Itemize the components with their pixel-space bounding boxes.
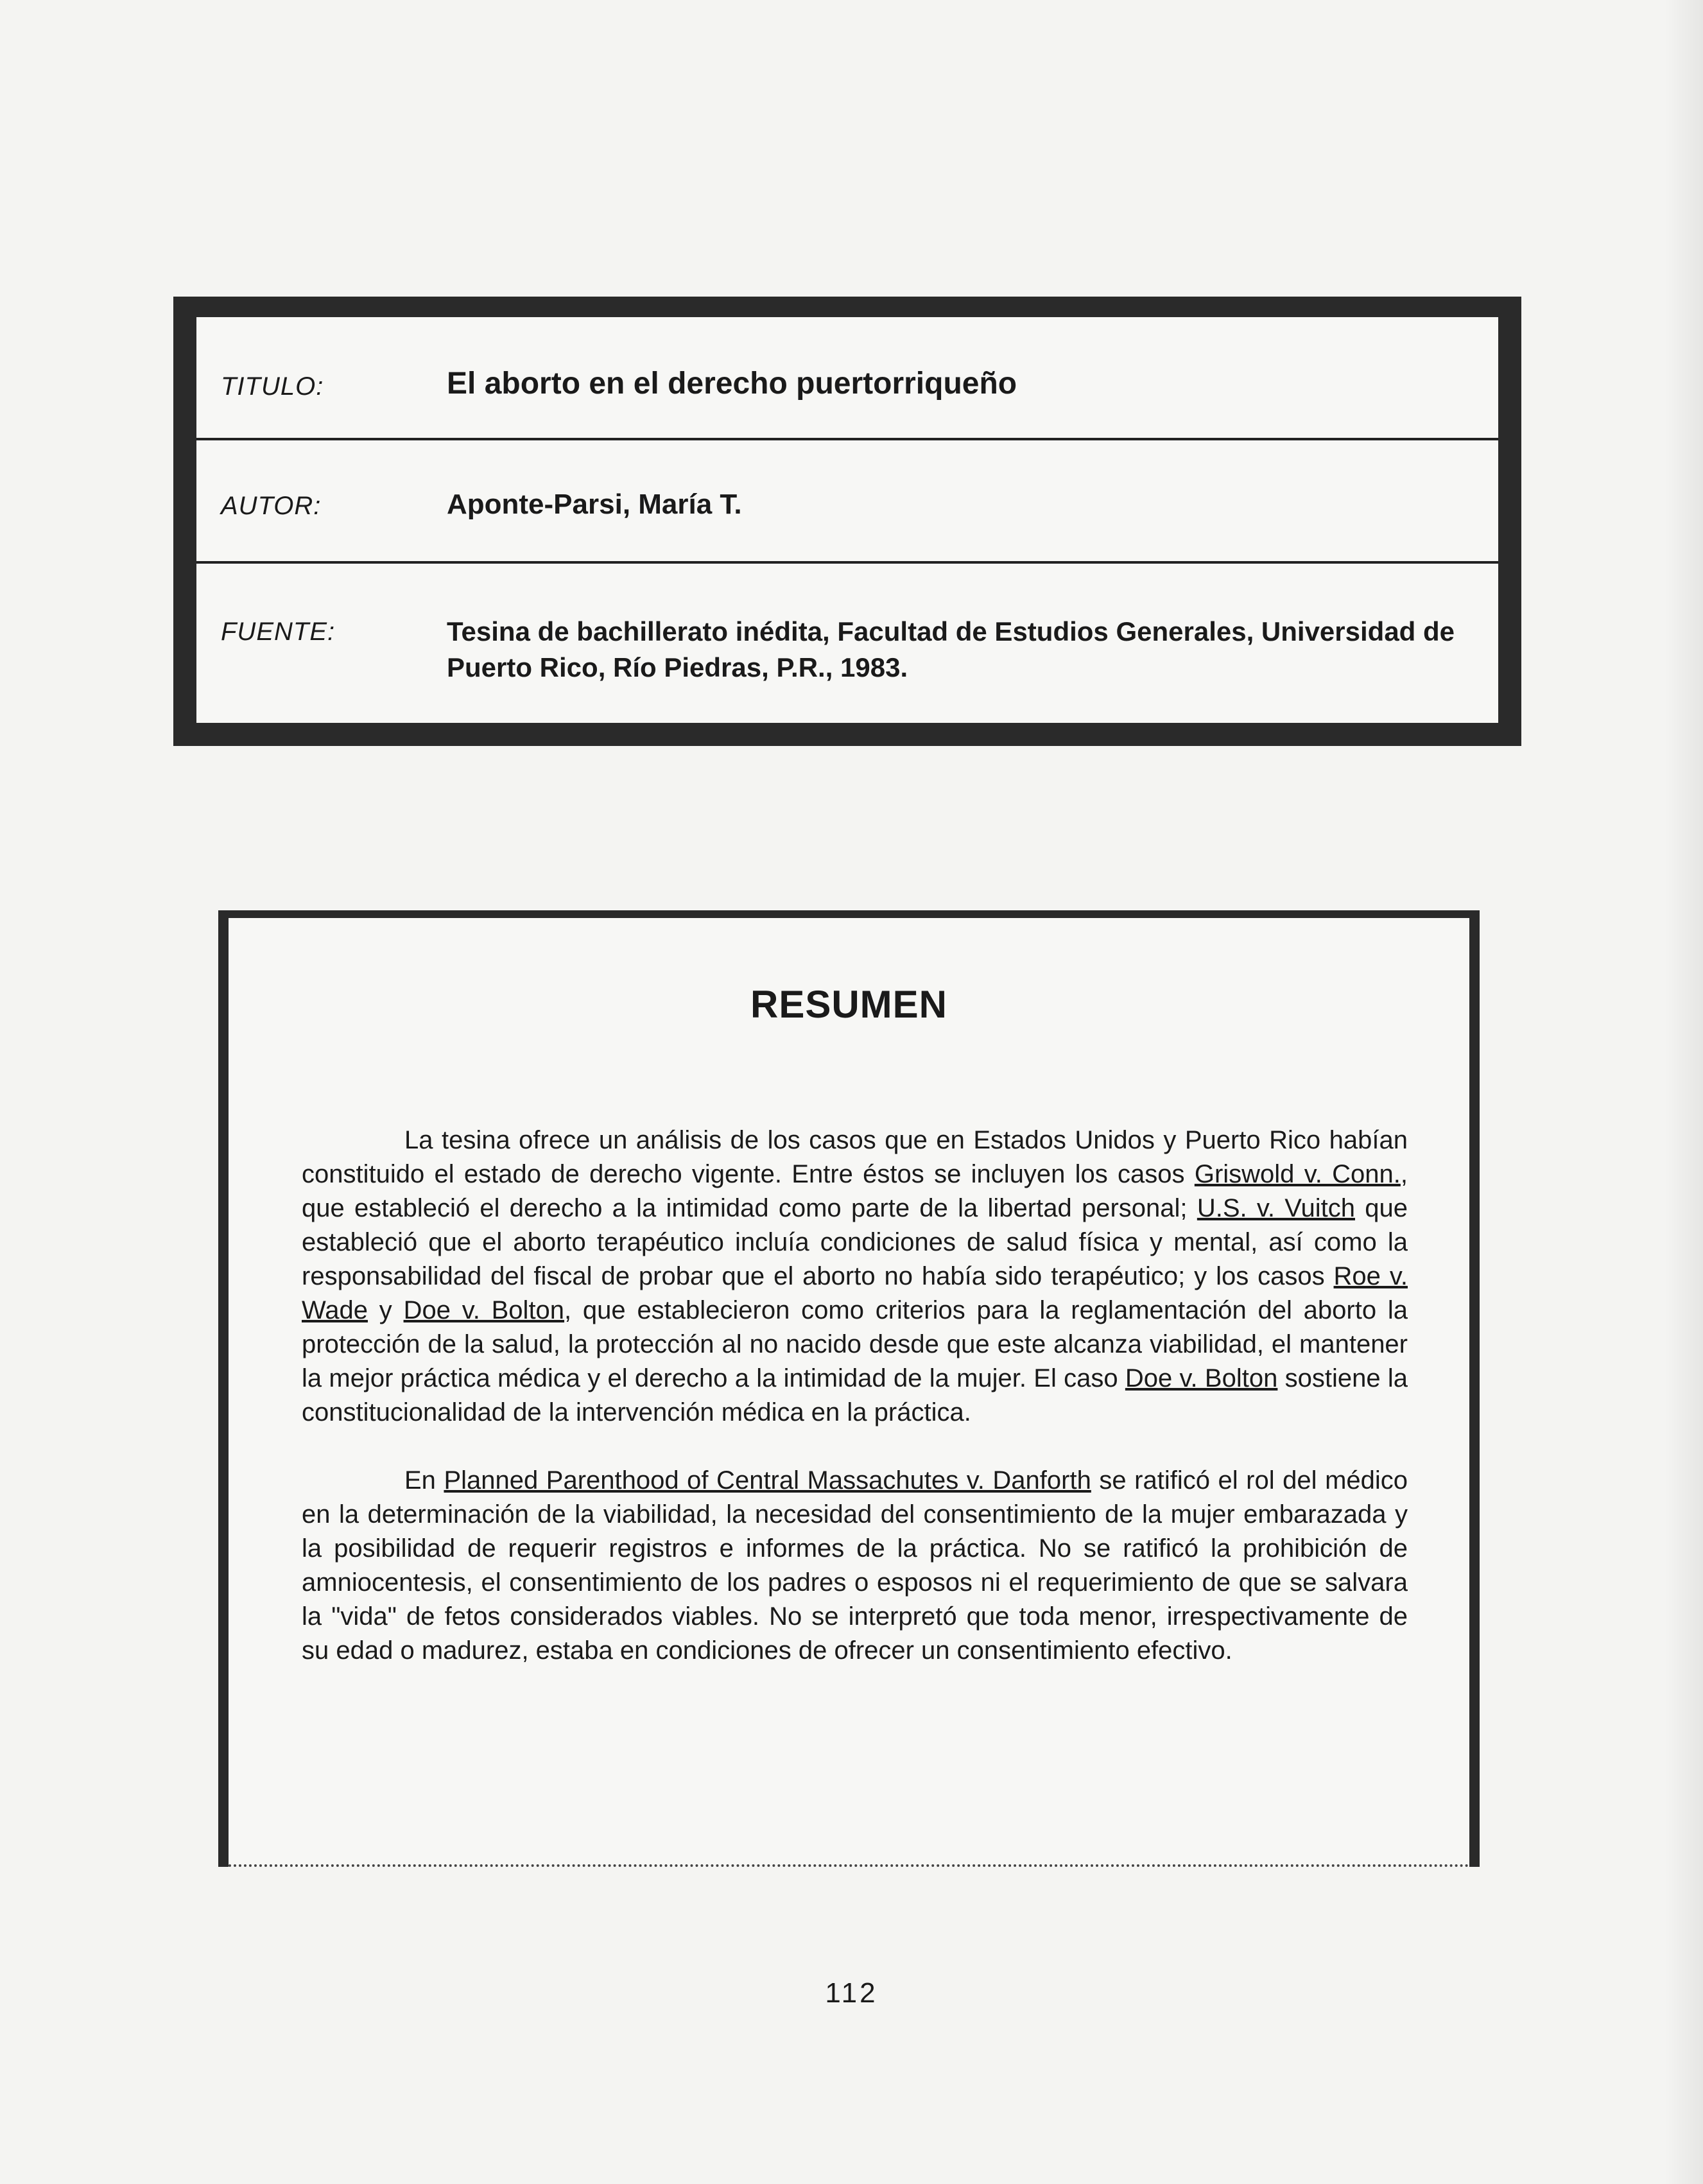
- text-run: , que establecieron como criterios para la reglamentación del aborto la protección de la salud, la protección al no nacido desde que este alcanza viabilidad, el mantener la mejor práctica médica y el derecho a la intimidad de la mujer. El caso: [302, 1296, 1408, 1392]
- autor-value: Aponte-Parsi, María T.: [447, 489, 742, 520]
- record-header-box: [173, 297, 1521, 746]
- case-citation: Planned Parenthood of Central Massachutes v. Danforth: [444, 1466, 1091, 1495]
- text-run: que estableció que el aborto terapéutico incluía condiciones de salud física y mental, así como la responsabilidad del fiscal de probar que el aborto no había sido terapéutico; y los casos: [302, 1194, 1408, 1290]
- text-run: sostiene la constitucionalidad de la intervención médica en la práctica.: [302, 1364, 1408, 1426]
- case-citation: Roe v. Wade: [302, 1262, 1408, 1324]
- abstract-title: RESUMEN: [750, 983, 948, 1026]
- abstract-bottom-rule: [229, 1864, 1469, 1867]
- case-citation: Doe v. Bolton: [1125, 1364, 1278, 1392]
- abstract-text: [302, 1123, 1408, 1702]
- autor-label: AUTOR:: [221, 492, 322, 520]
- case-citation: U.S. v. Vuitch: [1197, 1194, 1355, 1222]
- page-number: 112: [825, 1977, 878, 2009]
- scan-edge-shadow: [1664, 0, 1703, 2184]
- fuente-label: FUENTE:: [221, 618, 336, 646]
- autor-row: [196, 440, 1498, 564]
- abstract-paragraph-2: [302, 1464, 1408, 1668]
- abstract-box: [218, 910, 1480, 1867]
- titulo-value: El aborto en el derecho puertorriqueño: [447, 367, 1017, 401]
- case-citation: Doe v. Bolton: [403, 1296, 565, 1324]
- text-run: y: [368, 1296, 404, 1324]
- fuente-row: [196, 564, 1498, 723]
- case-citation: Griswold v. Conn.: [1194, 1160, 1401, 1188]
- text-run: La tesina ofrece un análisis de los casos que en Estados Unidos y Puerto Rico habían constituido el estado de derecho vigente. Entre éstos se incluyen los casos: [302, 1126, 1408, 1188]
- text-run: , que estableció el derecho a la intimidad como parte de la libertad personal;: [302, 1160, 1408, 1222]
- titulo-label: TITULO:: [221, 372, 324, 401]
- abstract-paragraph-1: [302, 1123, 1408, 1430]
- text-run: En: [404, 1466, 444, 1495]
- titulo-row: [196, 317, 1498, 440]
- text-run: se ratificó el rol del médico en la determinación de la viabilidad, la necesidad del consentimiento de la mujer embarazada y la posibilidad de requerir registros e informes de la práctica. No se ratificó la prohibición de amniocentesis, el consentimiento de los padres o esposos ni el requerimiento de que se salvara la "vida" de fetos considerados viables. No se interpretó que toda menor, irrespectivamente de su edad o madurez, estaba en condiciones de ofrecer un consentimiento efectivo.: [302, 1466, 1408, 1665]
- fuente-value: Tesina de bachillerato inédita, Facultad de Estudios Generales, Universidad de Puerto Rico, Río Piedras, P.R., 1983.: [447, 616, 1455, 682]
